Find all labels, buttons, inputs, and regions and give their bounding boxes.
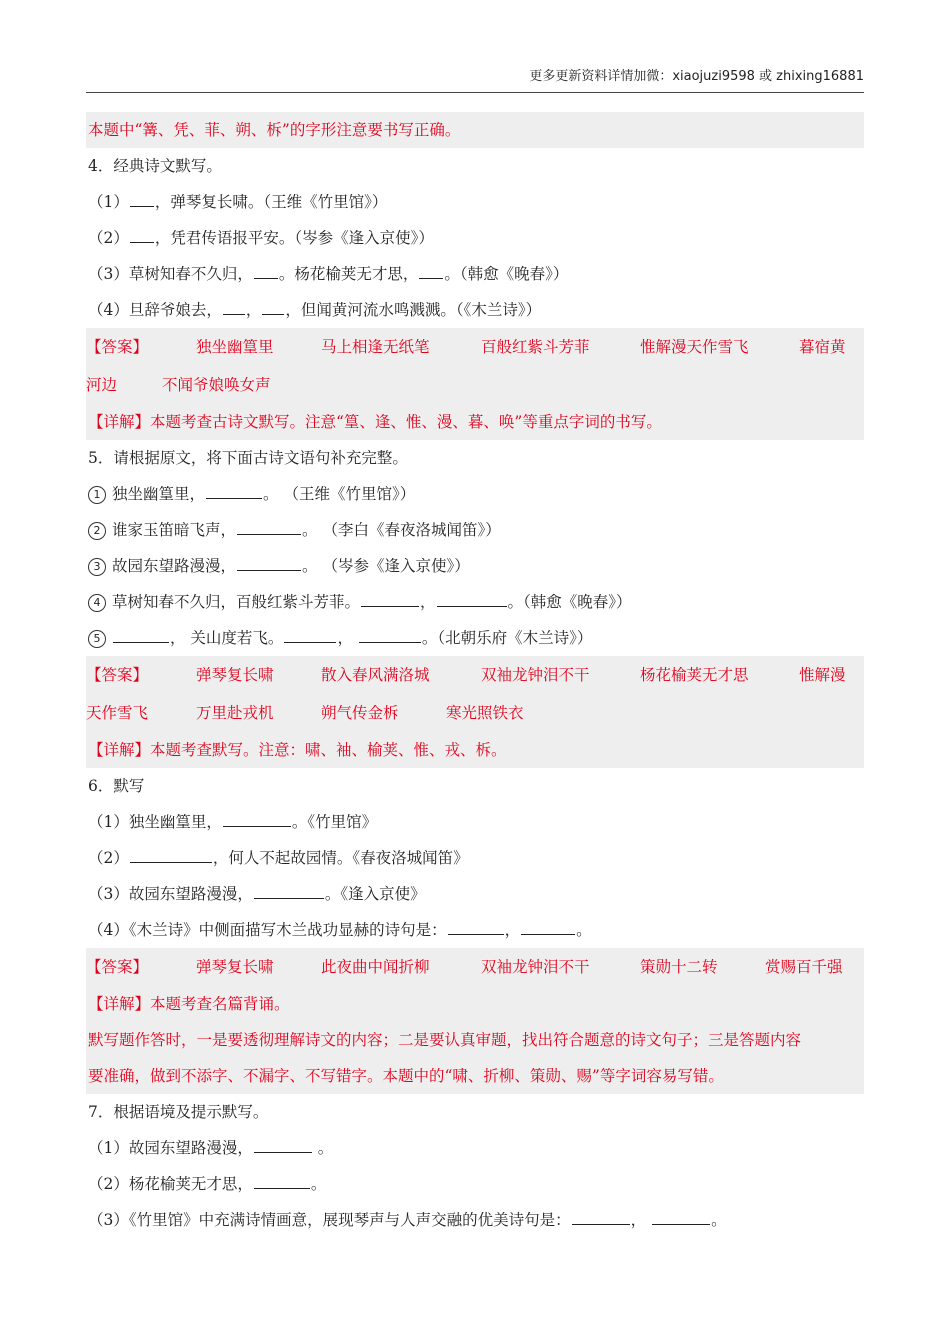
answer-blank [284, 628, 336, 643]
circled-number: 3 [88, 558, 106, 576]
q6-title: 6．默写 [88, 777, 145, 795]
answer-blank [254, 264, 278, 279]
q5-item-5: 5 ， 关山度若飞。 ， 。（北朝乐府《木兰诗》） [86, 620, 864, 656]
q5-item-1: 1 独坐幽篁里， 。 （王维《竹里馆》） [86, 476, 864, 512]
answer-blank [419, 264, 443, 279]
answer-blank [130, 228, 154, 243]
q4-answer-row-1 [86, 328, 864, 366]
q6-detail: 【详解】本题考查名篇背诵。 [88, 995, 290, 1013]
answer-label: 【答案】 [86, 666, 149, 684]
answer-blank [437, 592, 507, 607]
answer-item: 双袖龙钟泪不干 [481, 666, 590, 684]
answer-blank [254, 884, 324, 899]
answer-blank [237, 520, 301, 535]
q4-answer-row-2 [86, 366, 864, 404]
answer-blank [359, 628, 421, 643]
q6-item-2: （2） ，何人不起故园情。《春夜洛城闻笛》 [88, 849, 469, 867]
answer-blank [262, 300, 284, 315]
q5-answer-row-1 [86, 656, 864, 694]
answer-blank [361, 592, 419, 607]
q7-title: 7．根据语境及提示默写。 [88, 1103, 269, 1121]
answer-label: 【答案】 [86, 958, 149, 976]
answer-blank [521, 920, 575, 935]
q4-item-2: （2） ，凭君传语报平安。（岑参《逢入京使》） [88, 229, 434, 247]
answer-item: 弹琴复长啸 [196, 958, 274, 976]
answer-blank [652, 1210, 710, 1225]
answer-blank [448, 920, 504, 935]
answer-blank [254, 1138, 312, 1153]
header-contact-text: 更多更新资料详情加微：xiaojuzi9598 或 zhixing16881 [529, 69, 864, 84]
q5-answer-block [86, 656, 864, 768]
q5-item-2: 2 谁家玉笛暗飞声， 。 （李白《春夜洛城闻笛》） [86, 512, 864, 548]
q5-item-3: 3 故园东望路漫漫， 。 （岑参《逢入京使》） [86, 548, 864, 584]
answer-blank [130, 192, 154, 207]
answer-item: 散入春风满洛城 [321, 666, 430, 684]
q4-item-3: （3）草树知春不久归， 。杨花榆荚无才思， 。（韩愈《晚春》） [88, 265, 569, 283]
answer-item: 独坐幽篁里 [196, 338, 274, 356]
q5-item-4: 4 草树知春不久归，百般红紫斗芳菲。 ， 。（韩愈《晚春》） [86, 584, 864, 620]
q7-item-1: （1）故园东望路漫漫， 。 [88, 1139, 334, 1157]
answer-item: 杨花榆荚无才思 [640, 666, 749, 684]
q4-title: 4．经典诗文默写。 [88, 157, 222, 175]
circled-number: 2 [88, 522, 106, 540]
answer-item: 天作雪飞 [86, 704, 149, 722]
answer-item: 河边 [86, 376, 118, 394]
answer-blank [223, 300, 245, 315]
q7-item-2: （2）杨花榆荚无才思， 。 [88, 1175, 327, 1193]
answer-item: 寒光照铁衣 [446, 704, 524, 722]
answer-item: 策勋十二转 [640, 958, 718, 976]
answer-blank [237, 556, 301, 571]
answer-item: 惟解漫天作雪飞 [640, 338, 749, 356]
q6-item-3: （3）故园东望路漫漫， 。《逢入京使》 [88, 885, 426, 903]
q7-item-3: （3）《竹里馆》中充满诗情画意，展现琴声与人声交融的优美诗句是： ， 。 [88, 1211, 727, 1229]
answer-item: 百般红紫斗芳菲 [481, 338, 590, 356]
circled-number: 1 [88, 486, 106, 504]
q6-answer-row [86, 948, 864, 986]
page-header [86, 66, 864, 93]
answer-item: 朔气传金柝 [321, 704, 399, 722]
answer-blank [113, 628, 169, 643]
circled-number: 4 [88, 594, 106, 612]
q5-title: 5．请根据原文，将下面古诗文语句补充完整。 [88, 449, 408, 467]
answer-item: 不闻爷娘唤女声 [162, 376, 271, 394]
answer-item: 弹琴复长啸 [196, 666, 274, 684]
answer-blank [223, 812, 291, 827]
q6-note-line-1: 默写题作答时，一是要透彻理解诗文的内容；二是要认真审题，找出符合题意的诗文句子；三是答题内容 [88, 1031, 802, 1049]
answer-blank [130, 848, 212, 863]
answer-item: 万里赴戎机 [196, 704, 274, 722]
q6-item-4: （4）《木兰诗》中侧面描写木兰战功显赫的诗句是： ， 。 [88, 921, 592, 939]
q4-detail: 【详解】本题考查古诗文默写。注意“篁、逢、惟、漫、暮、唤”等重点字词的书写。 [88, 413, 662, 431]
q4-item-4: （4）旦辞爷娘去， ， ，但闻黄河流水鸣溅溅。（《木兰诗》） [88, 301, 542, 319]
answer-item: 双袖龙钟泪不干 [481, 958, 590, 976]
answer-item: 惟解漫 [799, 666, 846, 684]
q4-answer-block [86, 328, 864, 440]
document-body [86, 112, 864, 1238]
q5-answer-row-2 [86, 694, 864, 732]
answer-item: 此夜曲中闻折柳 [321, 958, 430, 976]
answer-blank [206, 484, 262, 499]
answer-label: 【答案】 [86, 338, 149, 356]
answer-item: 马上相逢无纸笔 [321, 338, 430, 356]
answer-blank [254, 1174, 310, 1189]
q4-item-1: （1） ，弹琴复长啸。（王维《竹里馆》） [88, 193, 388, 211]
answer-item: 赏赐百千强 [765, 958, 843, 976]
q6-answer-block [86, 948, 864, 1094]
q5-detail: 【详解】本题考查默写。注意：啸、袖、榆荚、惟、戎、柝。 [88, 741, 507, 759]
answer-blank [572, 1210, 630, 1225]
q6-note-line-2: 要准确，做到不添字、不漏字、不写错字。本题中的“啸、折柳、策勋、赐”等字词容易写错。 [88, 1067, 724, 1085]
q6-item-1: （1）独坐幽篁里， 。《竹里馆》 [88, 813, 378, 831]
answer-item: 暮宿黄 [799, 338, 846, 356]
circled-number: 5 [88, 630, 106, 648]
top-note: 本题中“篝、凭、菲、朔、柝”的字形注意要书写正确。 [86, 112, 864, 148]
